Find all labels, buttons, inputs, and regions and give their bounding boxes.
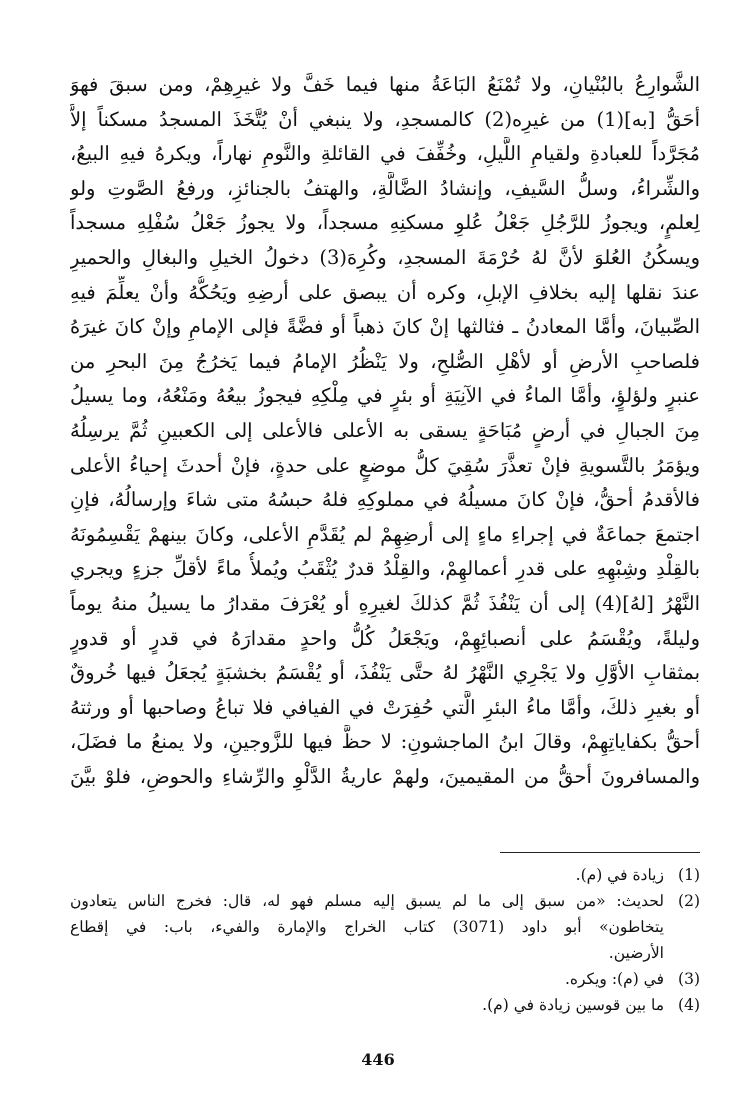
- text-line: مُجَرَّداً للعبادةِ ولقيامِ اللَّيلِ، وخُفِّفَ في القائلةِ والنَّومِ نهاراً، ويكرهُ فيهِ البيعُ،: [70, 142, 700, 166]
- text-line: والمسافرونَ أحقُّ من المقيمينَ، ولهمْ عاريةُ الدَّلْوِ والرِّشاءِ والحوضِ، فلوْ بيَّنَ: [70, 764, 700, 788]
- footnote-line: الأرضين.: [608, 944, 664, 962]
- footnote: [70, 966, 700, 992]
- footnote-text: [70, 966, 664, 992]
- page-number: 446: [361, 1050, 395, 1069]
- text-line: والشِّراءُ، وسلُّ السَّيفِ، وإنشادُ الضَّالَّةِ، والهتفُ بالجنائزِ، ورفعُ الصَّوتِ ولو: [70, 176, 700, 200]
- text-line: بمثقابِ الأوَّلِ ولا يَجْرِي النَّهْرُ لهُ حتَّى يَنْفُذَ، أو يُقْسَمُ بخشبَةٍ يُجعَلُ فيها خُروقٌ: [70, 661, 700, 685]
- footnote-line: زيادة في (م).: [575, 866, 664, 884]
- text-line: الشَّوارِعُ بالبُنْيانِ، ولا تُمْنَعُ البَاعَةُ منها فيما خَفَّ ولا غيرِهِمْ، ومن سبقَ فهوَ: [70, 73, 700, 96]
- text-line: أو بغيرِ ذلكَ، وأمَّا ماءُ البئرِ الَّتي حُفِرَتْ في الفيافي فلا تباعُ وصاحبها أو ورثتهُ: [70, 695, 700, 719]
- text-line: لِعلمٍ، ويجوزُ للرَّجُلِ جَعْلُ عُلوِ مسكنِهِ مسجداً، ولا يجوزُ جَعْلُ سُفْلِهِ مسجداً: [70, 211, 700, 235]
- main-text-block: [70, 68, 700, 794]
- footnote-line: يتخاطون» أبو داود (3071) كتاب الخراج والإمارة والفيء، باب: في إقطاع: [70, 918, 664, 936]
- footnote-text: [70, 888, 664, 966]
- footnote-line: لحديث: «من سبق إلى ما لم يسبق إليه مسلم فهو له، قال: فخرج الناس يتعادون: [70, 892, 664, 910]
- footnote-text: [70, 862, 664, 888]
- text-line: اجتمعَ جماعَةٌ في إجراءِ ماءٍ إلى أرضِهِمْ لم يُقَدَّمِ الأعلى، وكانَ بينهمْ يَقْسِمُونَهُ: [70, 522, 700, 546]
- footnote: [70, 888, 700, 966]
- footnote-number: (2): [678, 892, 700, 910]
- text-line: ويسكُنُ العُلوَ لأنَّ لهُ حُرْمَةَ المسجدِ، وكُرِهَ(3) دخولُ الخيلِ والبغالِ والحميرِ: [70, 245, 700, 269]
- text-line: وليلةً، ويُقْسَمُ على أنصبائِهِمْ، ويَجْعَلُ كُلُّ واحدٍ مقدارَهُ في قدرٍ أو قدورٍ: [70, 626, 700, 650]
- text-line: عندَ نقلها إليه بخلافِ الإبلِ، وكره أن يبصق على أرضِهِ ويَحُكُّهُ وأنْ يعلِّمَ فيهِ: [70, 280, 700, 304]
- footnote: [70, 992, 700, 1018]
- footnote-line: في (م): ويكره.: [564, 970, 664, 988]
- text-line: مِنَ الجبالِ في أرضٍ مُبَاحَةٍ يسقى به الأعلى فالأعلى إلى الكعبينِ ثُمَّ يرسِلُهُ: [70, 418, 700, 442]
- text-line: النَّهْرُ [لهُ](4) إلى أن يَنْفُذَ ثُمَّ كذلكَ لغيرِهِ أو يُعْرَفَ مقدارُ ما يسيلُ منهُ يوماً: [70, 591, 700, 615]
- footnote-number: (3): [678, 970, 700, 988]
- footnote-number: (4): [678, 996, 700, 1014]
- text-line: عنبرٍ ولؤلؤٍ، وأمَّا الماءُ في الآنِيَةِ أو بئرٍ في مِلْكِهِ فيجوزُ بيعُهُ ومَنْعُهُ، وما يسيلُ: [70, 384, 700, 408]
- text-line: ويؤمَرُ بالتَّسويةِ فإنْ تعذَّرَ سُقِيَ كلُّ موضعٍ على حدةٍ، فإنْ أحدثَ إحياءُ الأعلى: [70, 453, 700, 477]
- text-line: أحَقُّ [به](1) من غيرِه(2) كالمسجدِ، ولا ينبغي أنْ يُتَّخَذَ المسجدُ مسكناً إلاَّ: [70, 107, 700, 131]
- footnote-text: [70, 992, 664, 1018]
- text-line: الصِّبيانَ، وأمَّا المعادنُ ـ فثالثها إنْ كانَ ذهباً أو فضَّةً فإلى الإمامِ وإنْ كانَ غيرَهُ: [70, 315, 700, 339]
- footnote: [70, 862, 700, 888]
- footnote-line: ما بين قوسين زيادة في (م).: [482, 996, 664, 1014]
- footnote-separator: [500, 852, 700, 853]
- text-line: أحقُّ بكفاياتِهِمْ، وقالَ ابنُ الماجشونِ: لا حظَّ فيها للزَّوجينِ، ولا يمنعُ ما فضَلَ،: [70, 730, 700, 754]
- text-line: فلصاحبِ الأرضِ أو لأهْلِ الصُّلحِ، ولا يَنْظُرُ الإمامُ فيما يَخرُجُ مِنَ البحرِ من: [70, 349, 700, 373]
- footnote-number: (1): [678, 866, 700, 884]
- footnotes: [70, 862, 700, 1018]
- text-line: بالقِلْدِ وشِبْهِهِ على قدرِ أعمالهِمْ، والقِلْدُ قدرٌ يُثْقَبُ ويُملأُ ماءً لأقلِّ جزءٍ ويجري: [70, 557, 700, 581]
- text-line: فالأقدمُ أحقُّ، فإنْ كانَ مسيلُهُ في مملوكِهِ فلهُ حبسُهُ متى شاءَ وإرسالُهُ، فإنِ: [70, 488, 700, 512]
